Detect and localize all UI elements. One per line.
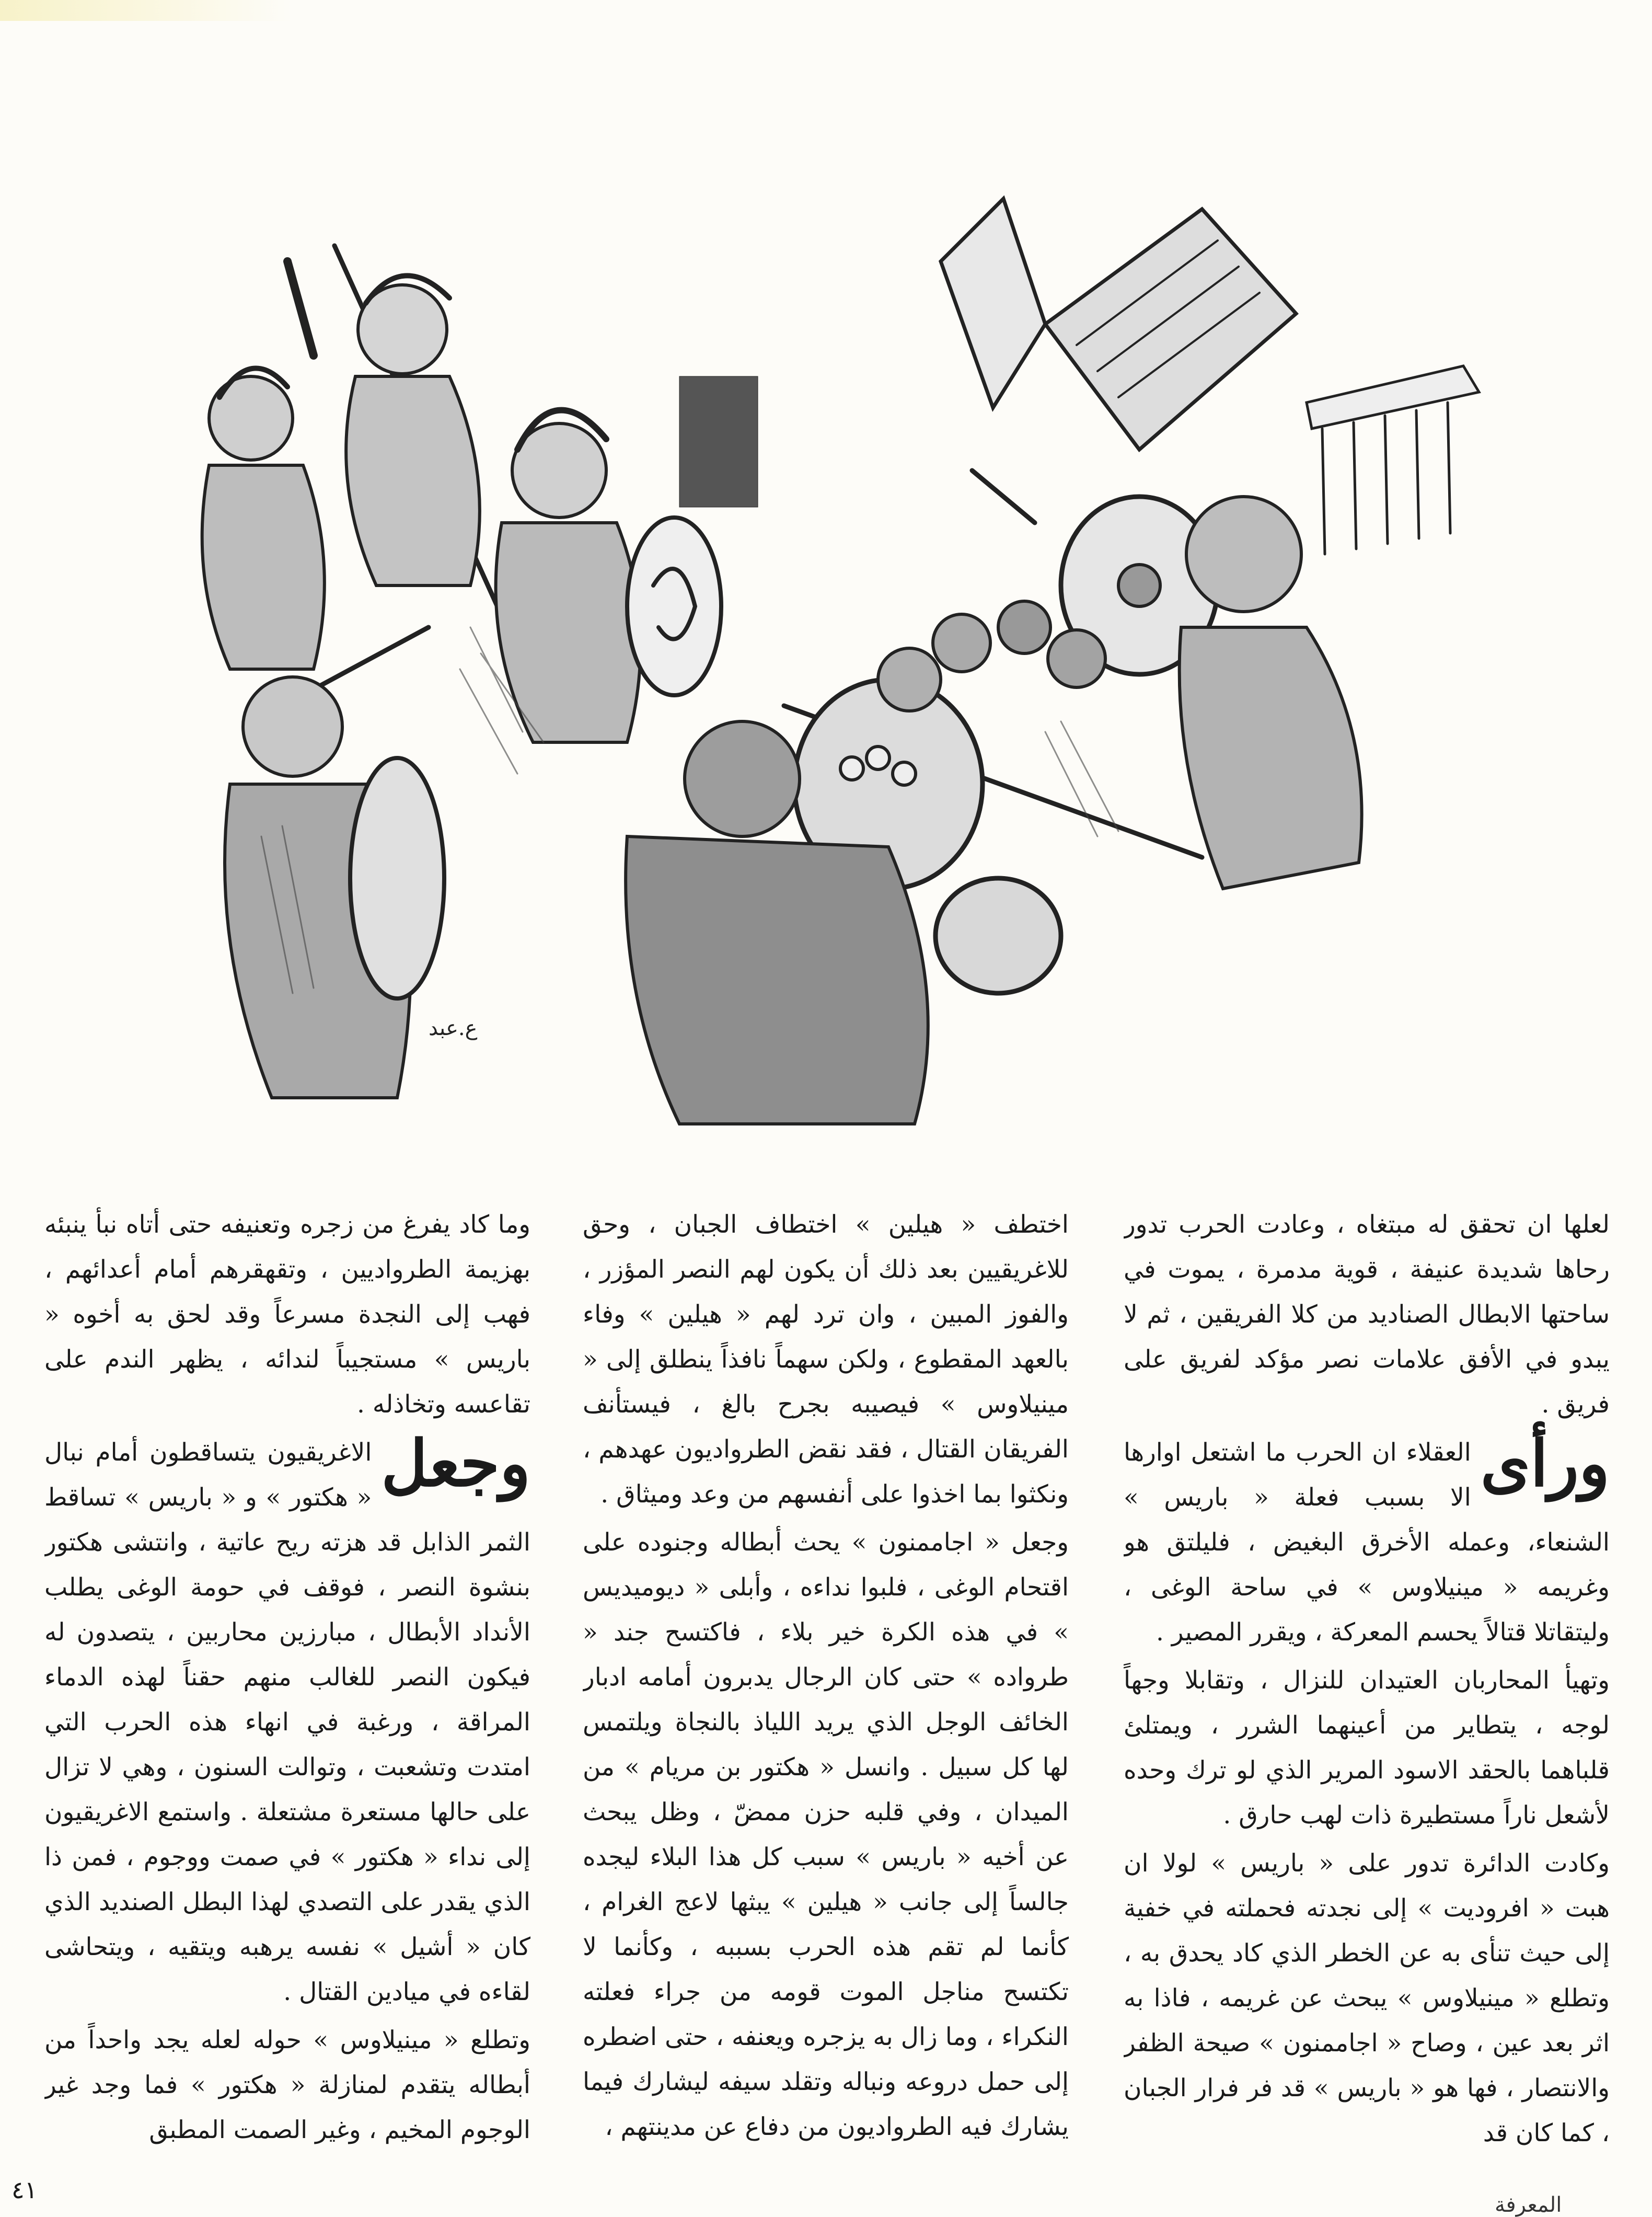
paragraph: وجعل الاغريقيون يتساقطون أمام نبال « هكتور » و « باريس » تساقط الثمر الذابل قد هزته ريح عاتية ، وانتشى هكتور بنشوة النصر ، فوقف في حومة الوغى يطلب الأنداد الأبطال ، مبارزين محاربين ، يتصدون له فيكون النصر للغالب منهم حقناً لهذه الدماء المراقة ، ورغبة في انهاء هذه الحرب التي امتدت وتشعبت ، وتوالت السنون ، وهي لا تزال على حالها مستعرة مشتعلة . واستمع الاغريقيون إلى نداء « هكتور » في صمت ووجوم ، فمن ذا الذي يقدر على التصدي لهذا البطل الصنديد الذي كان « أشيل » نفسه يرهبه ويتقيه ، ويتحاشى لقاءه في ميادين القتال .: [44, 1426, 530, 2006]
paragraph: لعلها ان تحقق له مبتغاه ، وعادت الحرب تدور رحاها شديدة عنيفة ، قوية مدمرة ، يموت في ساحتها الابطال الصناديد من كلا الفريقين ، ثم لا يبدو في الأفق علامات نصر مؤكد لفريق على فريق .: [1124, 1210, 1610, 1419]
artist-signature: ع.عبد: [429, 1016, 478, 1040]
dropcap-word: ورأى: [1480, 1426, 1610, 1501]
running-footer: المعرفة: [1495, 2193, 1562, 2217]
paragraph: وتهيأ المحاربان العتيدان للنزال ، وتقابلا وجهاً لوجه ، يتطاير من أعينهما الشرر ، ويمتلئ قلباهما بالحقد الاسود المرير الذي لو ترك وحده لأشعل ناراً مستطيرة ذات لهب حارق .: [1124, 1666, 1610, 1830]
temple-drawing: [1307, 366, 1479, 554]
tower-drawing: [941, 199, 1296, 450]
paragraph: وكادت الدائرة تدور على « باريس » لولا ان هبت « افروديت » إلى نجدته فحملته في خفية إلى حيث تنأى به عن الخطر الذي كاد يحدق به ، وتطلع « مينيلاوس » يبحث عن غريمه ، فاذا به اثر بعد عين ، وصاح « اجاممنون » صيحة الظفر والانتصار ، فها هو « باريس » قد فر فرار الجبان ، كما كان قد: [1124, 1849, 1610, 2147]
paragraph: اختطف « هيلين » اختطاف الجبان ، وحق للاغريقيين بعد ذلك أن يكون لهم النصر المؤزر ، والفوز المبين ، وان ترد لهم « هيلين » وفاء بالعهد المقطوع ، ولكن سهماً نافذاً ينطلق إلى « مينيلاوس » فيصيبه بجرح بالغ ، فيستأنف الفريقان القتال ، فقد نقض الطرواديون عهدهم ، ونكثوا بما اخذوا على أنفسهم من وعد وميثاق .: [583, 1210, 1069, 1509]
battle-illustration: [157, 157, 1495, 1176]
text-column-2: [583, 1202, 1069, 2164]
paragraph: وتطلع « مينيلاوس » حوله لعله يجد واحداً من أبطاله يتقدم لمنازلة « هكتور » فما وجد غير الوجوم المخيم ، وغير الصمت المطبق: [44, 2026, 530, 2144]
page-number: ٤١: [11, 2176, 38, 2204]
text-column-1: [1124, 1202, 1610, 2164]
dropcap-word: وجعل: [381, 1426, 530, 1501]
paragraph: وما كاد يفرغ من زجره وتعنيفه حتى أتاه نبأ ينبئه بهزيمة الطرواديين ، وتقهقرهم أمام أعدائهم ، فهب إلى النجدة مسرعاً وقد لحق به أخوه « باريس » مستجيباً لندائه ، يظهر الندم على تقاعسه وتخاذله .: [44, 1210, 530, 1419]
battle-sketch-svg: [157, 157, 1495, 1176]
top-color-strip: [0, 0, 293, 21]
article-body: [42, 1202, 1610, 2169]
text-column-3: [44, 1202, 530, 2164]
doorway-drawing: [679, 376, 758, 507]
paragraph: وجعل « اجاممنون » يحث أبطاله وجنوده على اقتحام الوغى ، فلبوا نداءه ، وأبلى « ديوميديس » في هذه الكرة خير بلاء ، فاكتسح جند « طرواده » حتى كان الرجال يدبرون أمامه ادبار الخائف الوجل الذي يريد اللياذ بالنجاة ويلتمس لها كل سبيل . وانسل « هكتور بن مريام » من الميدان ، وفي قلبه حزن ممضّ ، وظل يبحث عن أخيه « باريس » سبب كل هذا البلاء ليجده جالساً إلى جانب « هيلين » يبثها لاعج الغرام ، كأنما لم تقم هذه الحرب بسببه ، وكأنما لا تكتسح مناجل الموت قومه من جراء فعلته النكراء ، وما زال به يزجره ويعنفه ، حتى اضطره إلى حمل دروعه ونباله وتقلد سيفه ليشارك فيما يشارك فيه الطرواديون من دفاع عن مدينتهم ،: [583, 1528, 1069, 2141]
paragraph: ورأى العقلاء ان الحرب ما اشتعل اوارها الا بسبب فعلة « باريس » الشنعاء، وعمله الأخرق البغيض ، فليلتق هو وغريمه « مينيلاوس » في ساحة الوغى ، وليتقاتلا قتالاً يحسم المعركة ، ويقرر المصير .: [1124, 1426, 1610, 1647]
